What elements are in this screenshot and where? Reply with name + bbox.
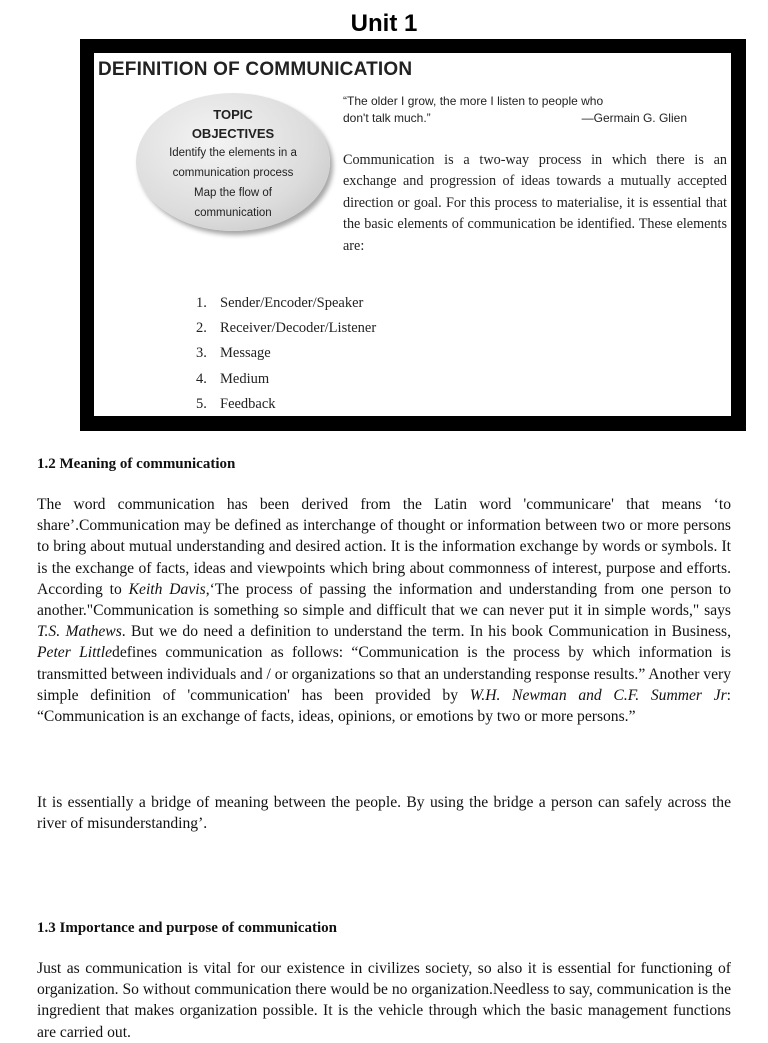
panel-heading: DEFINITION OF COMMUNICATION	[98, 59, 413, 80]
list-item: 1. Sender/Encoder/Speaker	[196, 295, 364, 311]
quote-line1: “The older I grow, the more I listen to people who	[343, 94, 604, 108]
definition-panel	[94, 53, 731, 416]
intro-paragraph: Communication is a two-way process in which there is an exchange and progression of ideas towards a mutually accepted direction or goal. For this process to materialise, it is essential that the basic elements of communication be identified. These elements are:	[343, 152, 727, 254]
topic-objective-line: communication	[194, 207, 272, 219]
importance-paragraph: Just as communication is vital for our existence in civilizes society, so also it is essential for functioning of organization. So without communication there would be no organization.Needless to say, communication is the ingredient that makes organization possible. It is the vehicle through which the basic management functions are carried out.	[37, 960, 731, 1041]
topic-title-line1: TOPIC	[213, 107, 253, 122]
quote-line2: don't talk much.”	[343, 111, 431, 125]
meaning-paragraph: The word communication has been derived from the Latin word 'communicare' that means ‘to share’.Communication may be defined as interchange of thought or information between two or more persons to bring about mutual understanding and desired action. It is the information exchange by words or symbols. It is the exchange of facts, ideas and viewpoints which bring about commonness of interest, purpose and efforts. According to Keith Davis,‘The process of passing the information and understanding from one person to another."Communication is something so simple and difficult that we can never put it in simple words," says T.S. Mathews. But we do need a definition to understand the term. In his book Communication in Business, Peter Littledefines communication as follows: “Communication is the process by which information is transmitted between individuals and / or organizations so that an understanding response results.” Another very simple definition of 'communication' has been provided by W.H. Newman and C.F. Summer Jr: “Communication is an exchange of facts, ideas, opinions, or emotions by two or more persons.”	[37, 496, 732, 726]
topic-objectives-text	[136, 105, 330, 223]
topic-objective-line: communication process	[172, 167, 294, 179]
list-item: 4. Medium	[196, 370, 270, 387]
topic-objective-line: Map the flow of	[194, 187, 272, 199]
section-heading-1-3: 1.3 Importance and purpose of communication	[37, 920, 338, 936]
unit-title: Unit 1	[350, 10, 418, 37]
elements-list	[196, 291, 376, 417]
bridge-paragraph: It is essentially a bridge of meaning between the people. By using the bridge a person can safely across the river of misunderstanding’.	[37, 794, 731, 833]
section-heading-1-2: 1.2 Meaning of communication	[37, 456, 236, 472]
list-item: 3. Message	[196, 345, 271, 362]
topic-objective-line: Identify the elements in a	[169, 147, 297, 159]
definition-frame	[80, 39, 746, 431]
list-item: 2. Receiver/Decoder/Listener	[196, 320, 377, 337]
epigraph-quote	[343, 93, 723, 127]
topic-title-line2: OBJECTIVES	[191, 126, 275, 141]
list-item: 5. Feedback	[196, 395, 276, 412]
quote-author: —Germain G. Glien	[581, 111, 687, 125]
